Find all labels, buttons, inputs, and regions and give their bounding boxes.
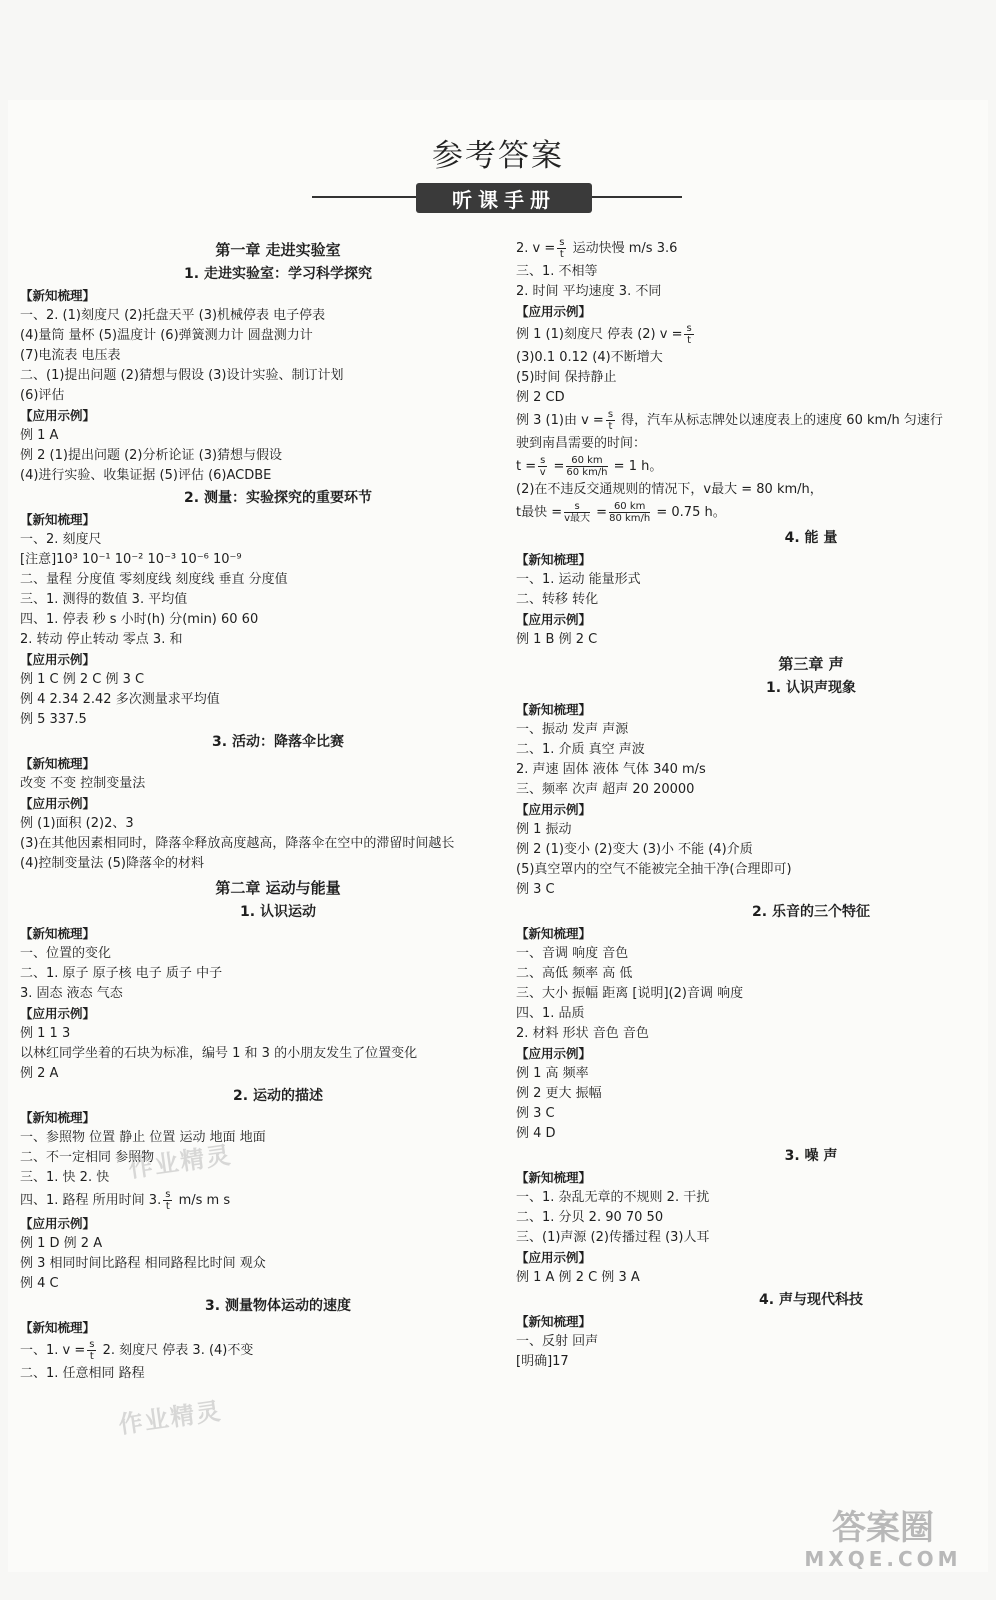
answer-line: 例 2 更大 振幅 <box>516 1086 602 1101</box>
answer-line: (5)真空罩内的空气不能被完全抽干净(合理即可) <box>516 862 792 877</box>
answer-line: 三、1. 不相等 <box>516 264 598 279</box>
subsection-tag: 【新知梳理】 <box>516 1170 592 1185</box>
answer-line-formula <box>20 1338 496 1364</box>
fraction-denominator: 60 km/h <box>566 467 608 478</box>
answer-line: 2. 声速 固体 液体 气体 340 m/s <box>516 762 706 777</box>
answer-line: 2. 材料 形状 音色 音色 <box>516 1026 649 1041</box>
answer-line: (7)电流表 电压表 <box>20 348 121 363</box>
subsection-tag: 【应用示例】 <box>516 612 592 627</box>
answer-line: (6)评估 <box>20 388 65 403</box>
watermark-logo <box>788 1508 978 1572</box>
fraction-numerator: 60 km <box>566 455 607 467</box>
fraction-denominator: t <box>165 1201 170 1212</box>
fraction-numerator: s <box>564 501 590 513</box>
answer-line-formula <box>516 408 986 434</box>
page-title: 参考答案 <box>432 138 564 174</box>
formula-text: 一、1. v = <box>20 1343 86 1358</box>
answer-line: 三、1. 快 2. 快 <box>20 1170 110 1185</box>
subsection-tag: 【新知梳理】 <box>20 288 96 303</box>
fraction-numerator: s <box>559 237 565 248</box>
section-heading: 4. 声与现代科技 <box>759 1292 863 1308</box>
formula-text: t最快 = <box>516 505 563 520</box>
fraction-numerator: 60 km <box>609 501 650 513</box>
fraction <box>557 237 566 260</box>
subsection-tag: 【应用示例】 <box>516 1046 592 1061</box>
subsection-tag: 【新知梳理】 <box>20 756 96 771</box>
section-heading: 1. 走进实验室：学习科学探究 <box>184 266 372 282</box>
answer-line: 二、高低 频率 高 低 <box>516 966 633 981</box>
answer-line: 三、频率 次声 超声 20 20000 <box>516 782 695 797</box>
answer-line: 二、(1)提出问题 (2)猜想与假设 (3)设计实验、制订计划 <box>20 368 344 383</box>
fraction-denominator: t <box>687 335 692 346</box>
watermark-logo-top: 答案圈 <box>832 1508 934 1548</box>
answer-line: 例 2 A <box>20 1066 59 1081</box>
answer-line: 例 1 振动 <box>516 822 572 837</box>
answer-line: 二、转移 转化 <box>516 592 599 607</box>
section-banner: 听课手册 <box>416 183 592 213</box>
fraction-denominator: 80 km/h <box>609 513 651 524</box>
section-heading: 2. 运动的描述 <box>233 1088 323 1104</box>
answer-line: 例 2 CD <box>516 390 565 405</box>
subsection-tag: 【新知梳理】 <box>20 926 96 941</box>
answer-line: 2. 时间 平均速度 3. 不同 <box>516 284 662 299</box>
answer-line: 一、1. 运动 能量形式 <box>516 572 641 587</box>
answer-line: (3)0.1 0.12 (4)不断增大 <box>516 350 663 365</box>
answer-line: 3. 固态 液态 气态 <box>20 986 123 1001</box>
answer-line-formula <box>516 236 986 262</box>
fraction-denominator: t <box>89 1351 94 1362</box>
fraction-denominator: v <box>539 467 546 478</box>
right-column <box>516 236 986 1372</box>
answer-line: 二、1. 分贝 2. 90 70 50 <box>516 1210 664 1225</box>
subsection-tag: 【应用示例】 <box>516 802 592 817</box>
fraction-numerator: s <box>686 323 692 334</box>
answer-line: 例 1 1 3 <box>20 1026 71 1041</box>
fraction-denominator: t <box>608 421 613 432</box>
answer-line: 以林红同学坐着的石块为标准，编号 1 和 3 的小朋友发生了位置变化 <box>20 1046 418 1061</box>
banner-rule-left <box>312 196 418 198</box>
watermark-stamp: 作业精灵 <box>116 1396 224 1440</box>
answer-line: 例 1 高 频率 <box>516 1066 589 1081</box>
answer-line: 二、1. 介质 真空 声波 <box>516 742 645 757</box>
section-heading: 3. 测量物体运动的速度 <box>205 1298 351 1314</box>
answer-line-formula <box>516 322 986 348</box>
formula-text: = 0.75 h。 <box>652 505 726 520</box>
fraction <box>609 501 650 524</box>
subsection-tag: 【新知梳理】 <box>20 1110 96 1125</box>
fraction-denominator: v最大 <box>564 513 591 524</box>
fraction <box>606 409 615 432</box>
subsection-tag: 【新知梳理】 <box>20 1320 96 1335</box>
answer-line-formula <box>516 500 986 526</box>
subsection-tag: 【应用示例】 <box>20 1216 96 1231</box>
section-heading: 3. 噪 声 <box>784 1148 838 1164</box>
section-heading: 4. 能 量 <box>784 530 838 546</box>
chapter-heading: 第三章 声 <box>778 655 844 673</box>
answer-line: (4)进行实验、收集证据 (5)评估 (6)ACDBE <box>20 468 272 483</box>
answer-line: 改变 不变 控制变量法 <box>20 776 146 791</box>
subsection-tag: 【应用示例】 <box>20 1006 96 1021</box>
fraction <box>163 1189 172 1212</box>
answer-line: 三、(1)声源 (2)传播过程 (3)人耳 <box>516 1230 710 1245</box>
left-column <box>20 236 496 1384</box>
formula-text: 2. v = <box>516 241 556 256</box>
subsection-tag: 【新知梳理】 <box>516 702 592 717</box>
subsection-tag: 【应用示例】 <box>516 304 592 319</box>
formula-text: m/s m s <box>174 1193 231 1208</box>
fraction-numerator: s <box>540 455 546 466</box>
subsection-tag: 【应用示例】 <box>20 796 96 811</box>
fraction-numerator: s <box>165 1189 171 1200</box>
formula-text: = <box>549 459 565 474</box>
answer-line: (3)在其他因素相同时，降落伞释放高度越高，降落伞在空中的滞留时间越长 <box>20 836 455 851</box>
section-heading: 2. 测量：实验探究的重要环节 <box>184 490 372 506</box>
subsection-tag: 【应用示例】 <box>516 1250 592 1265</box>
formula-text: 运动快慢 m/s 3.6 <box>568 241 678 256</box>
fraction <box>566 455 607 478</box>
subsection-tag: 【新知梳理】 <box>516 926 592 941</box>
fraction-numerator: s <box>607 409 614 420</box>
answer-line: 一、音调 响度 音色 <box>516 946 629 961</box>
answer-line: 例 1 A 例 2 C 例 3 A <box>516 1270 640 1285</box>
section-heading: 1. 认识声现象 <box>766 680 856 696</box>
answer-line: 例 1 A <box>20 428 59 443</box>
chapter-heading: 第二章 运动与能量 <box>215 879 341 897</box>
fraction-numerator: s <box>89 1339 95 1350</box>
answer-line: 二、量程 分度值 零刻度线 刻度线 垂直 分度值 <box>20 572 288 587</box>
formula-text: 得，汽车从标志牌处以速度表上的速度 60 km/h 匀速行 <box>617 413 943 428</box>
answer-line: 一、振动 发声 声源 <box>516 722 629 737</box>
answer-line: 例 (1)面积 (2)2、3 <box>20 816 134 831</box>
subsection-tag: 【应用示例】 <box>20 408 96 423</box>
answer-line: 例 5 337.5 <box>20 712 87 727</box>
answer-line: 例 2 (1)变小 (2)变大 (3)小 不能 (4)介质 <box>516 842 753 857</box>
answer-line: [注意]10³ 10⁻¹ 10⁻² 10⁻³ 10⁻⁶ 10⁻⁹ <box>20 552 242 567</box>
answer-line: 一、1. 杂乱无章的不规则 2. 干扰 <box>516 1190 710 1205</box>
answer-line: 一、2. (1)刻度尺 (2)托盘天平 (3)机械停表 电子停表 <box>20 308 326 323</box>
subsection-tag: 【应用示例】 <box>20 652 96 667</box>
answer-line: 二、1. 任意相同 路程 <box>20 1366 145 1381</box>
answer-line: 例 4 C <box>20 1276 59 1291</box>
subsection-tag: 【新知梳理】 <box>516 1314 592 1329</box>
fraction <box>538 455 547 478</box>
answer-line: 二、不一定相同 参照物 <box>20 1150 155 1165</box>
answer-line-formula <box>516 454 986 480</box>
answer-line: 例 3 相同时间比路程 相同路程比时间 观众 <box>20 1256 266 1271</box>
answer-line: 驶到南昌需要的时间： <box>516 436 647 451</box>
answer-line: 四、1. 停表 秒 s 小时(h) 分(min) 60 60 <box>20 612 259 627</box>
answer-line: 例 1 C 例 2 C 例 3 C <box>20 672 145 687</box>
answer-line: (2)在不违反交通规则的情况下，v最大 = 80 km/h， <box>516 482 823 497</box>
formula-text: 例 3 (1)由 v = <box>516 413 604 428</box>
answer-line: 例 3 C <box>516 1106 555 1121</box>
answer-line: 三、大小 振幅 距离 [说明](2)音调 响度 <box>516 986 744 1001</box>
fraction <box>564 501 590 524</box>
answer-line: 一、反射 回声 <box>516 1334 599 1349</box>
answer-line: (5)时间 保持静止 <box>516 370 617 385</box>
answer-line: [明确]17 <box>516 1354 569 1369</box>
formula-text: 2. 刻度尺 停表 3. (4)不变 <box>98 1343 254 1358</box>
fraction-denominator: t <box>559 249 564 260</box>
fraction <box>87 1339 96 1362</box>
answer-line: 例 1 B 例 2 C <box>516 632 598 647</box>
formula-text: = 1 h。 <box>609 459 663 474</box>
answer-line: 例 2 (1)提出问题 (2)分析论证 (3)猜想与假设 <box>20 448 283 463</box>
formula-text: = <box>592 505 608 520</box>
answer-line: 例 4 D <box>516 1126 556 1141</box>
answer-line: 2. 转动 停止转动 零点 3. 和 <box>20 632 183 647</box>
watermark-logo-bottom: MXQE.COM <box>804 1547 962 1571</box>
banner-rule-right <box>590 196 682 198</box>
section-heading: 3. 活动：降落伞比赛 <box>212 734 344 750</box>
answer-line: 例 1 D 例 2 A <box>20 1236 103 1251</box>
answer-line: (4)控制变量法 (5)降落伞的材料 <box>20 856 204 871</box>
fraction <box>684 323 693 346</box>
formula-text: 例 1 (1)刻度尺 停表 (2) v = <box>516 327 683 342</box>
subsection-tag: 【新知梳理】 <box>20 512 96 527</box>
answer-line: 二、1. 原子 原子核 电子 质子 中子 <box>20 966 223 981</box>
watermark-stamp: 作业精灵 <box>126 1140 234 1184</box>
answer-line: (4)量筒 量杯 (5)温度计 (6)弹簧测力计 圆盘测力计 <box>20 328 313 343</box>
subsection-tag: 【新知梳理】 <box>516 552 592 567</box>
answer-line: 四、1. 品质 <box>516 1006 585 1021</box>
answer-line: 例 4 2.34 2.42 多次测量求平均值 <box>20 692 220 707</box>
answer-line: 三、1. 测得的数值 3. 平均值 <box>20 592 188 607</box>
answer-line: 一、位置的变化 <box>20 946 112 961</box>
section-heading: 2. 乐音的三个特征 <box>752 904 870 920</box>
formula-text: t = <box>516 459 537 474</box>
answer-line-formula <box>20 1188 496 1214</box>
answer-line: 例 3 C <box>516 882 555 897</box>
formula-text: 四、1. 路程 所用时间 3. <box>20 1193 162 1208</box>
answer-line: 一、参照物 位置 静止 位置 运动 地面 地面 <box>20 1130 266 1145</box>
section-heading: 1. 认识运动 <box>240 904 316 920</box>
answer-line: 一、2. 刻度尺 <box>20 532 102 547</box>
chapter-heading: 第一章 走进实验室 <box>215 241 341 259</box>
